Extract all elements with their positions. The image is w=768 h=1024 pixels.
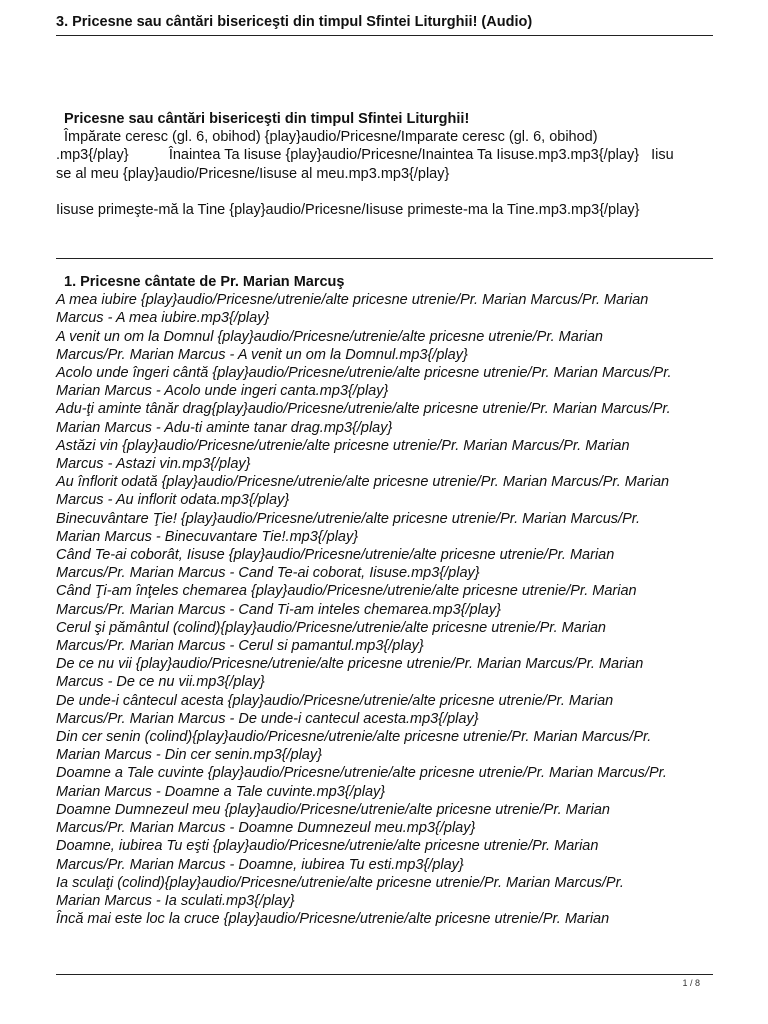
song-item[interactable] — [56, 546, 716, 582]
song-item[interactable] — [56, 619, 716, 655]
intro-title: Pricesne sau cântări bisericeşti din timpul Sfintei Liturghii! — [64, 111, 470, 127]
song-line: Marcus/Pr. Marian Marcus - Doamne, iubirea Tu esti.mp3{/play} — [56, 856, 464, 873]
song-line: Marian Marcus - Ia sculati.mp3{/play} — [56, 892, 295, 909]
song-line: Încă mai este loc la cruce {play}audio/Pricesne/utrenie/alte pricesne utrenie/Pr. Marian — [56, 911, 610, 928]
song-line: Ia sculaţi (colind){play}audio/Pricesne/utrenie/alte pricesne utrenie/Pr. Marian Marcus/Pr. — [56, 874, 624, 891]
song-line: Doamne, iubirea Tu eşti {play}audio/Pricesne/utrenie/alte pricesne utrenie/Pr. Marian — [56, 838, 599, 855]
song-line: Marcus - Astazi vin.mp3{/play} — [56, 456, 251, 473]
song-line: Doamne a Tale cuvinte {play}audio/Pricesne/utrenie/alte pricesne utrenie/Pr. Marian Marcus/Pr. — [56, 765, 667, 782]
song-line: Astăzi vin {play}audio/Pricesne/utrenie/alte pricesne utrenie/Pr. Marian Marcus/Pr. Marian — [56, 437, 630, 454]
song-item[interactable] — [56, 728, 716, 764]
intro-line: se al meu {play}audio/Pricesne/Iisuse al meu.mp3.mp3{/play} — [56, 165, 450, 182]
song-line: Când Te-ai coborât, Iisuse {play}audio/Pricesne/utrenie/alte pricesne utrenie/Pr. Marian — [56, 547, 615, 564]
song-line: A mea iubire {play}audio/Pricesne/utrenie/alte pricesne utrenie/Pr. Marian Marcus/Pr. Marian — [56, 292, 649, 309]
song-line: Cerul şi pământul (colind){play}audio/Pricesne/utrenie/alte pricesne utrenie/Pr. Marian — [56, 619, 606, 636]
footer-divider — [56, 974, 713, 975]
song-line: Adu-ţi aminte tânăr drag{play}audio/Pricesne/utrenie/alte pricesne utrenie/Pr. Marian Marcus/Pr. — [56, 401, 671, 418]
intro-line: Iisuse primeşte-mă la Tine {play}audio/Pricesne/Iisuse primeste-ma la Tine.mp3.mp3{/play} — [56, 202, 640, 218]
intro-line: Împărate ceresc (gl. 6, obihod) {play}audio/Pricesne/Imparate ceresc (gl. 6, obihod) — [64, 129, 598, 146]
song-line: Când Ţi-am înţeles chemarea {play}audio/Pricesne/utrenie/alte pricesne utrenie/Pr. Marian — [56, 583, 637, 600]
song-line: Marcus - Au inflorit odata.mp3{/play} — [56, 492, 290, 509]
song-line: Marian Marcus - Doamne a Tale cuvinte.mp3{/play} — [56, 783, 386, 800]
song-line: Marcus/Pr. Marian Marcus - A venit un om la Domnul.mp3{/play} — [56, 346, 468, 363]
intro-line: .mp3{/play} Înaintea Ta Iisuse {play}audio/Pricesne/Inaintea Ta Iisuse.mp3.mp3{/play} Iisu — [56, 147, 674, 164]
song-item[interactable] — [56, 291, 716, 327]
song-line: Marcus - De ce nu vii.mp3{/play} — [56, 674, 265, 691]
song-line: Binecuvântare Ţie! {play}audio/Pricesne/utrenie/alte pricesne utrenie/Pr. Marian Marcus/Pr. — [56, 510, 641, 527]
song-line: Marcus/Pr. Marian Marcus - Cand Ti-am inteles chemarea.mp3{/play} — [56, 601, 501, 618]
song-item[interactable] — [56, 837, 716, 873]
song-line: De ce nu vii {play}audio/Pricesne/utrenie/alte pricesne utrenie/Pr. Marian Marcus/Pr. Marian — [56, 656, 644, 673]
song-line: Marian Marcus - Binecuvantare Tie!.mp3{/play} — [56, 528, 359, 545]
song-line: De unde-i cântecul acesta {play}audio/Pricesne/utrenie/alte pricesne utrenie/Pr. Marian — [56, 692, 614, 709]
song-line: A venit un om la Domnul {play}audio/Pricesne/utrenie/alte pricesne utrenie/Pr. Marian — [56, 328, 603, 345]
song-line: Doamne Dumnezeul meu {play}audio/Pricesne/utrenie/alte pricesne utrenie/Pr. Marian — [56, 801, 610, 818]
song-item[interactable] — [56, 655, 716, 691]
song-line: Din cer senin (colind){play}audio/Pricesne/utrenie/alte pricesne utrenie/Pr. Marian Marcus/Pr. — [56, 729, 652, 746]
song-line: Marcus - A mea iubire.mp3{/play} — [56, 310, 270, 327]
song-line: Marian Marcus - Adu-ti aminte tanar drag.mp3{/play} — [56, 419, 393, 436]
song-item[interactable] — [56, 400, 716, 436]
song-item[interactable] — [56, 510, 716, 546]
song-line: Marian Marcus - Din cer senin.mp3{/play} — [56, 747, 322, 764]
song-line: Marcus/Pr. Marian Marcus - Cand Te-ai coborat, Iisuse.mp3{/play} — [56, 565, 480, 582]
song-line: Au înflorit odată {play}audio/Pricesne/utrenie/alte pricesne utrenie/Pr. Marian Marcus/Pr. Marian — [56, 474, 670, 491]
song-item[interactable] — [56, 473, 716, 509]
song-item[interactable] — [56, 874, 716, 910]
song-item[interactable] — [56, 910, 716, 928]
page-header-title: 3. Pricesne sau cântări bisericeşti din timpul Sfintei Liturghii! (Audio) — [56, 14, 533, 30]
song-line: Marcus/Pr. Marian Marcus - De unde-i cantecul acesta.mp3{/play} — [56, 710, 479, 727]
song-item[interactable] — [56, 764, 716, 800]
header-divider — [56, 35, 713, 36]
song-line: Marian Marcus - Acolo unde ingeri canta.mp3{/play} — [56, 383, 389, 400]
section-divider — [56, 258, 713, 259]
song-line: Marcus/Pr. Marian Marcus - Cerul si pamantul.mp3{/play} — [56, 638, 424, 655]
intro-block — [56, 110, 716, 219]
song-item[interactable] — [56, 328, 716, 364]
section-pricesne-marcus — [56, 273, 716, 928]
song-line: Marcus/Pr. Marian Marcus - Doamne Dumnezeul meu.mp3{/play} — [56, 820, 476, 837]
song-item[interactable] — [56, 692, 716, 728]
song-line: Acolo unde îngeri cântă {play}audio/Pricesne/utrenie/alte pricesne utrenie/Pr. Marian Marcus/Pr. — [56, 365, 672, 382]
section-title: 1. Pricesne cântate de Pr. Marian Marcuş — [64, 274, 345, 290]
song-item[interactable] — [56, 364, 716, 400]
song-item[interactable] — [56, 437, 716, 473]
song-item[interactable] — [56, 801, 716, 837]
page-number: 1 / 8 — [682, 978, 700, 988]
song-item[interactable] — [56, 582, 716, 618]
